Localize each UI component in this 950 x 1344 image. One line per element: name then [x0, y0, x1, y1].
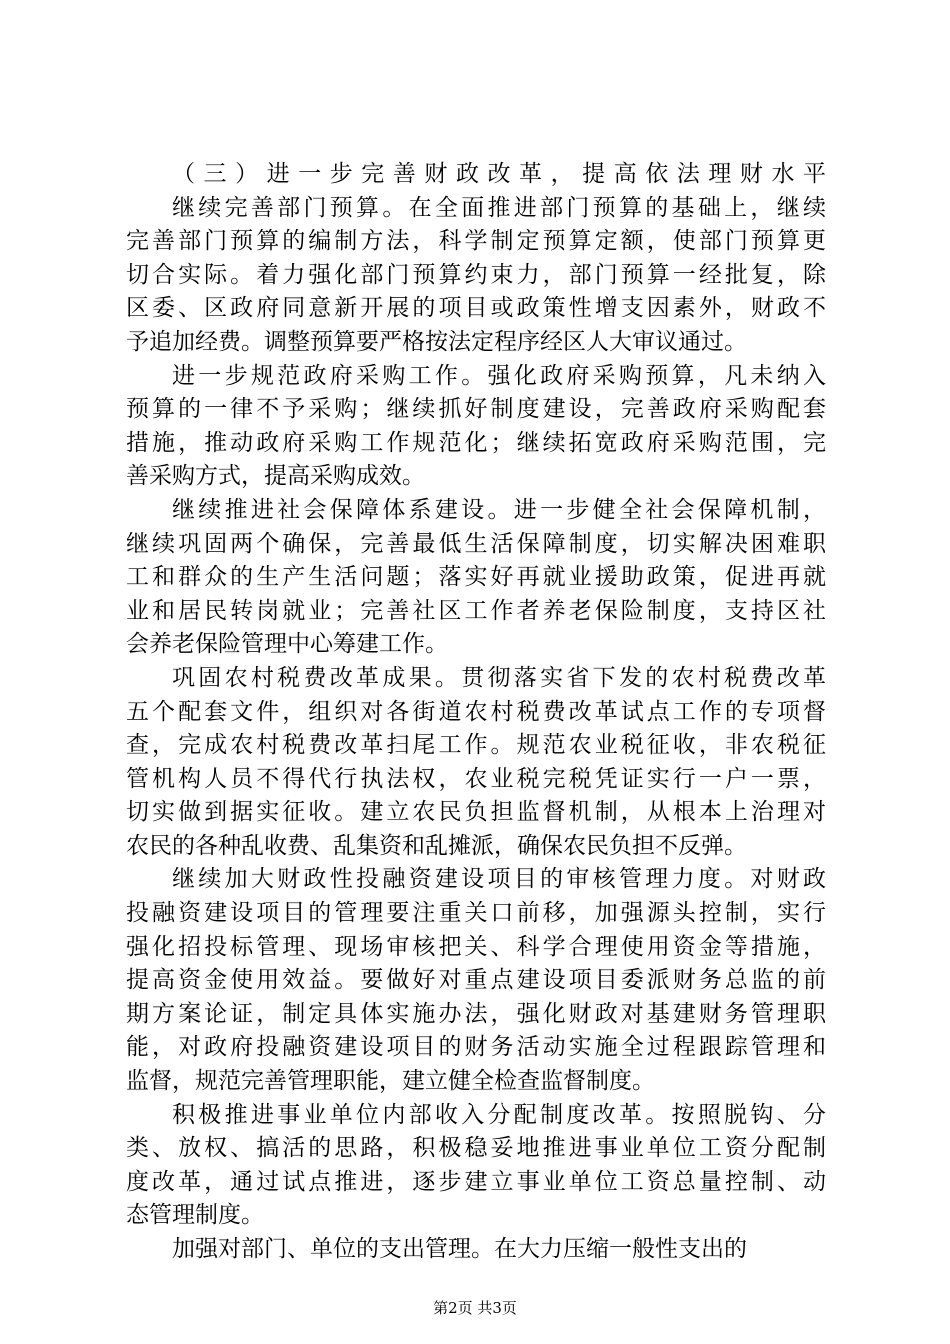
paragraph-line: 农民的各种乱收费、乱集资和乱摊派，确保农民负担不反弹。	[126, 832, 747, 859]
paragraph-line: 会养老保险管理中心筹建工作。	[126, 631, 448, 658]
paragraph-line: 继续加大财政性投融资建设项目的审核管理力度。对财政	[172, 866, 826, 893]
paragraph-line: 投融资建设项目的管理要注重关口前移，加强源头控制，实行	[126, 900, 826, 927]
paragraph-line: 管机构人员不得代行执法权，农业税完税凭证实行一户一票，	[126, 765, 826, 792]
paragraph-line: 类、放权、搞活的思路，积极稳妥地推进事业单位工资分配制	[126, 1135, 826, 1162]
paragraph-line: 预算的一律不予采购；继续抓好制度建设，完善政府采购配套	[126, 396, 826, 423]
paragraph-line: 巩固农村税费改革成果。贯彻落实省下发的农村税费改革	[172, 664, 826, 691]
paragraph-line: 查，完成农村税费改革扫尾工作。规范农业税征收，非农税征	[126, 732, 826, 759]
paragraph-line: 提高资金使用效益。要做好对重点建设项目委派财务总监的前	[126, 967, 826, 994]
paragraph-line: 五个配套文件，组织对各街道农村税费改革试点工作的专项督	[126, 698, 826, 725]
page-number-footer: 第2页 共3页	[433, 1299, 517, 1317]
paragraph-line: 能，对政府投融资建设项目的财务活动实施全过程跟踪管理和	[126, 1034, 826, 1061]
paragraph-line: 切实做到据实征收。建立农民负担监督机制，从根本上治理对	[126, 799, 826, 826]
paragraph-line: 积极推进事业单位内部收入分配制度改革。按照脱钩、分	[172, 1101, 826, 1128]
paragraph-line: 措施，推动政府采购工作规范化；继续拓宽政府采购范围，完	[126, 429, 826, 456]
document-body	[126, 158, 826, 1267]
paragraph-line: 监督，规范完善管理职能，建立健全检查监督制度。	[126, 1068, 655, 1095]
paragraph-line: 强化招投标管理、现场审核把关、科学合理使用资金等措施，	[126, 933, 826, 960]
paragraph-line: 区委、区政府同意新开展的项目或政策性增支因素外，财政不	[126, 295, 826, 322]
paragraph-line: 继续完善部门预算。在全面推进部门预算的基础上，继续	[172, 194, 826, 221]
paragraph-line: 态管理制度。	[126, 1202, 264, 1229]
paragraph-line: 度改革，通过试点推进，逐步建立事业单位工资总量控制、动	[126, 1168, 826, 1195]
paragraph-line: 继续巩固两个确保，完善最低生活保障制度，切实解决困难职	[126, 530, 826, 557]
paragraph-line: 善采购方式，提高采购成效。	[126, 463, 425, 490]
paragraph-line: 继续推进社会保障体系建设。进一步健全社会保障机制，	[172, 496, 826, 523]
paragraph-line: 予追加经费。调整预算要严格按法定程序经区人大审议通过。	[126, 328, 747, 355]
paragraph-line: 进一步规范政府采购工作。强化政府采购预算，凡未纳入	[172, 362, 826, 389]
paragraph-line: 期方案论证，制定具体实施办法，强化财政对基建财务管理职	[126, 1000, 826, 1027]
paragraph-line: 工和群众的生产生活问题；落实好再就业援助政策，促进再就	[126, 564, 826, 591]
paragraph-line: 完善部门预算的编制方法，科学制定预算定额，使部门预算更	[126, 228, 826, 255]
paragraph-line: 切合实际。着力强化部门预算约束力，部门预算一经批复，除	[126, 261, 826, 288]
section-heading: （三）进一步完善财政改革，提高依法理财水平	[172, 161, 826, 187]
paragraph-line: 加强对部门、单位的支出管理。在大力压缩一般性支出的	[172, 1236, 747, 1262]
paragraph-line: 业和居民转岗就业；完善社区工作者养老保险制度，支持区社	[126, 597, 826, 624]
